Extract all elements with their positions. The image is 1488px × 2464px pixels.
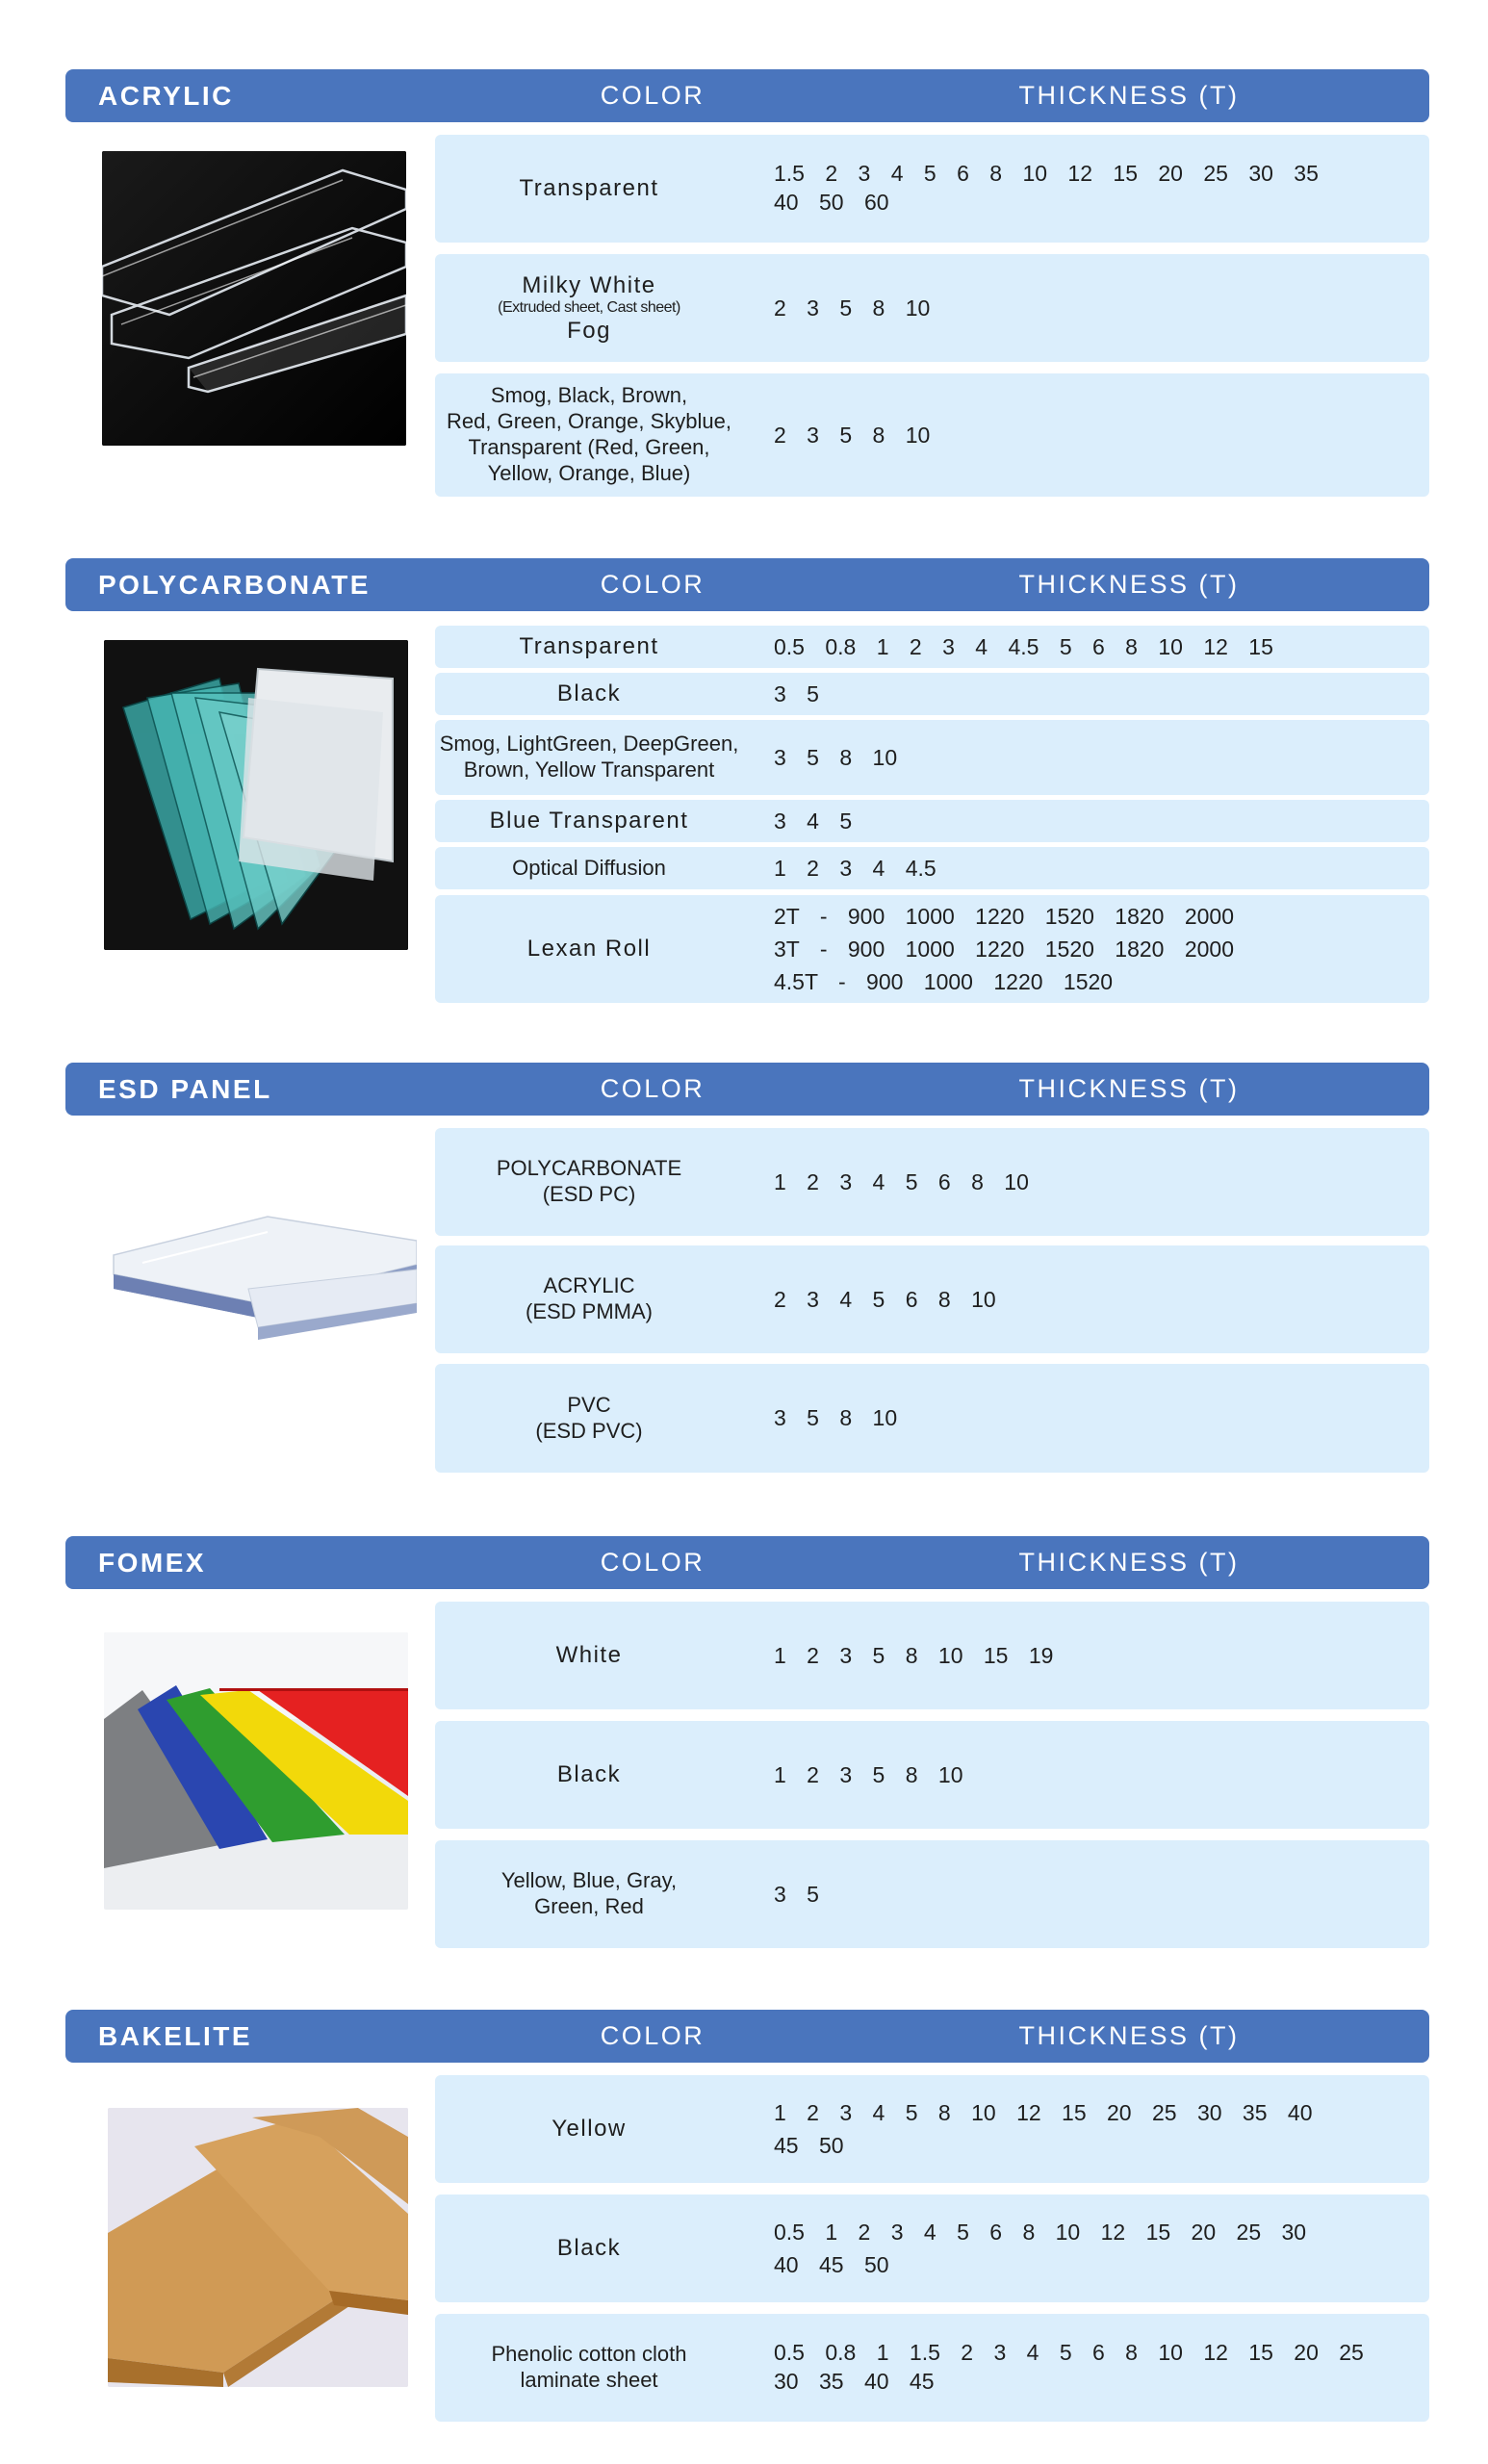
table-row	[435, 135, 1429, 243]
thickness-cell: 0.5 0.8 1 2 3 4 4.5 5 6 8 10 12 15	[774, 633, 1273, 659]
thickness-cell: 1 2 3 5 8 10	[774, 1761, 963, 1787]
color-cell: Smog, LightGreen, DeepGreen, Brown, Yellow Transparent	[439, 732, 739, 782]
color-note: (Extruded sheet, Cast sheet)	[498, 299, 680, 317]
section-title: ESD PANEL	[98, 1074, 272, 1104]
thickness-cell: 1 2 3 5 8 10 15 19	[774, 1642, 1054, 1668]
color-cell	[435, 271, 743, 345]
color-column-header: COLOR	[600, 1548, 706, 1577]
table-row	[435, 800, 1429, 842]
table-row	[435, 254, 1429, 362]
bakelite-sheets-photo	[108, 2108, 408, 2387]
thickness-cell: 1 2 3 4 4.5	[774, 855, 936, 881]
section-header	[65, 2010, 1429, 2063]
table-row	[435, 1128, 1429, 1236]
color-column-header: COLOR	[600, 1074, 706, 1103]
thickness-cell: 3 5	[774, 1881, 819, 1907]
thickness-column-header: THICKNESS (T)	[1018, 1074, 1240, 1103]
color-cell: Phenolic cotton cloth laminate sheet	[491, 2342, 687, 2392]
thickness-cell: 1 2 3 4 5 6 8 10	[774, 1168, 1029, 1194]
table-row	[435, 1364, 1429, 1473]
section-title: ACRYLIC	[98, 81, 234, 111]
table-row	[435, 2075, 1429, 2183]
section-polycarbonate	[65, 558, 1429, 1001]
color-cell: ACRYLIC (ESD PMMA)	[526, 1273, 653, 1323]
polycarbonate-fan-sheets-photo	[104, 640, 408, 950]
section-title: POLYCARBONATE	[98, 570, 371, 600]
color-column-header: COLOR	[600, 81, 706, 110]
thickness-cell: 2 3 4 5 6 8 10	[774, 1286, 996, 1312]
color-cell: PVC (ESD PVC)	[535, 1392, 643, 1443]
color-cell: Blue Transparent	[489, 808, 689, 834]
color-cell: Smog, Black, Brown, Red, Green, Orange, Skyblue, Transparent (Red, Green, Yellow, Orange, Blue)	[447, 383, 731, 485]
color-cell: Black	[556, 1761, 622, 1788]
table-row	[435, 1602, 1429, 1709]
thickness-cell: 1.5 2 3 4 5 6 8 10 12 15 20 25 30 35 40 50 60	[774, 161, 1319, 215]
table-row	[435, 720, 1429, 795]
esd-panel-sheets-photo	[104, 1197, 417, 1366]
table-row	[435, 2314, 1429, 2422]
thickness-cell: 2 3 5 8 10	[774, 422, 931, 448]
fomex-colored-sheets-photo	[104, 1632, 408, 1910]
color-column-header: COLOR	[600, 570, 706, 599]
thickness-cell: 0.5 1 2 3 4 5 6 8 10 12 15 20 25 30 40 45 50	[774, 2219, 1307, 2277]
table-row	[435, 2194, 1429, 2302]
color-column-header: COLOR	[600, 2021, 706, 2050]
color-cell: Black	[556, 2235, 622, 2262]
color-cell: Transparent	[519, 175, 659, 202]
table-row	[435, 1245, 1429, 1353]
table-row	[435, 847, 1429, 889]
thickness-cell: 1 2 3 4 5 8 10 12 15 20 25 30 35 40 45 50	[774, 2099, 1313, 2158]
thickness-cell: 2T - 900 1000 1220 1520 1820 2000 3T - 900 1000 1220 1520 1820 2000 4.5T - 900 1000 1220 1520	[774, 903, 1235, 995]
section-header	[65, 1063, 1429, 1116]
section-acrylic	[65, 69, 1429, 498]
table-row	[435, 1721, 1429, 1829]
color-extra: Fog	[567, 317, 611, 344]
thickness-cell: 3 5 8 10	[774, 1405, 898, 1431]
thickness-cell: 2 3 5 8 10	[774, 295, 931, 321]
color-label: Milky White	[522, 271, 656, 298]
color-cell: Lexan Roll	[526, 936, 652, 962]
color-cell: Black	[556, 680, 622, 707]
thickness-column-header: THICKNESS (T)	[1018, 570, 1240, 599]
section-esd-panel	[65, 1063, 1429, 1476]
thickness-cell: 0.5 0.8 1 1.5 2 3 4 5 6 8 10 12 15 20 25 30 35 40 45	[774, 2340, 1364, 2394]
section-bakelite	[65, 2010, 1429, 2424]
thickness-column-header: THICKNESS (T)	[1018, 1548, 1240, 1577]
table-row	[435, 895, 1429, 1003]
table-row	[435, 1840, 1429, 1948]
thickness-cell: 3 5	[774, 680, 819, 706]
section-title: BAKELITE	[98, 2021, 252, 2051]
color-cell: POLYCARBONATE (ESD PC)	[496, 1156, 682, 1206]
table-row	[435, 373, 1429, 497]
color-cell: Optical Diffusion	[512, 855, 666, 880]
thickness-column-header: THICKNESS (T)	[1018, 2021, 1240, 2050]
section-title: FOMEX	[98, 1548, 207, 1578]
color-cell: Yellow, Blue, Gray, Green, Red	[500, 1868, 678, 1918]
section-header	[65, 1536, 1429, 1589]
color-cell: Transparent	[519, 633, 659, 660]
section-fomex	[65, 1536, 1429, 1950]
clear-acrylic-sheets-photo	[102, 151, 406, 446]
color-cell: Yellow	[552, 2116, 627, 2143]
color-cell: White	[555, 1642, 623, 1669]
section-header	[65, 558, 1429, 611]
thickness-cell: 3 4 5	[774, 808, 853, 834]
table-row	[435, 673, 1429, 715]
thickness-column-header: THICKNESS (T)	[1018, 81, 1240, 110]
section-header	[65, 69, 1429, 122]
table-row	[435, 626, 1429, 668]
thickness-cell: 3 5 8 10	[774, 744, 898, 770]
